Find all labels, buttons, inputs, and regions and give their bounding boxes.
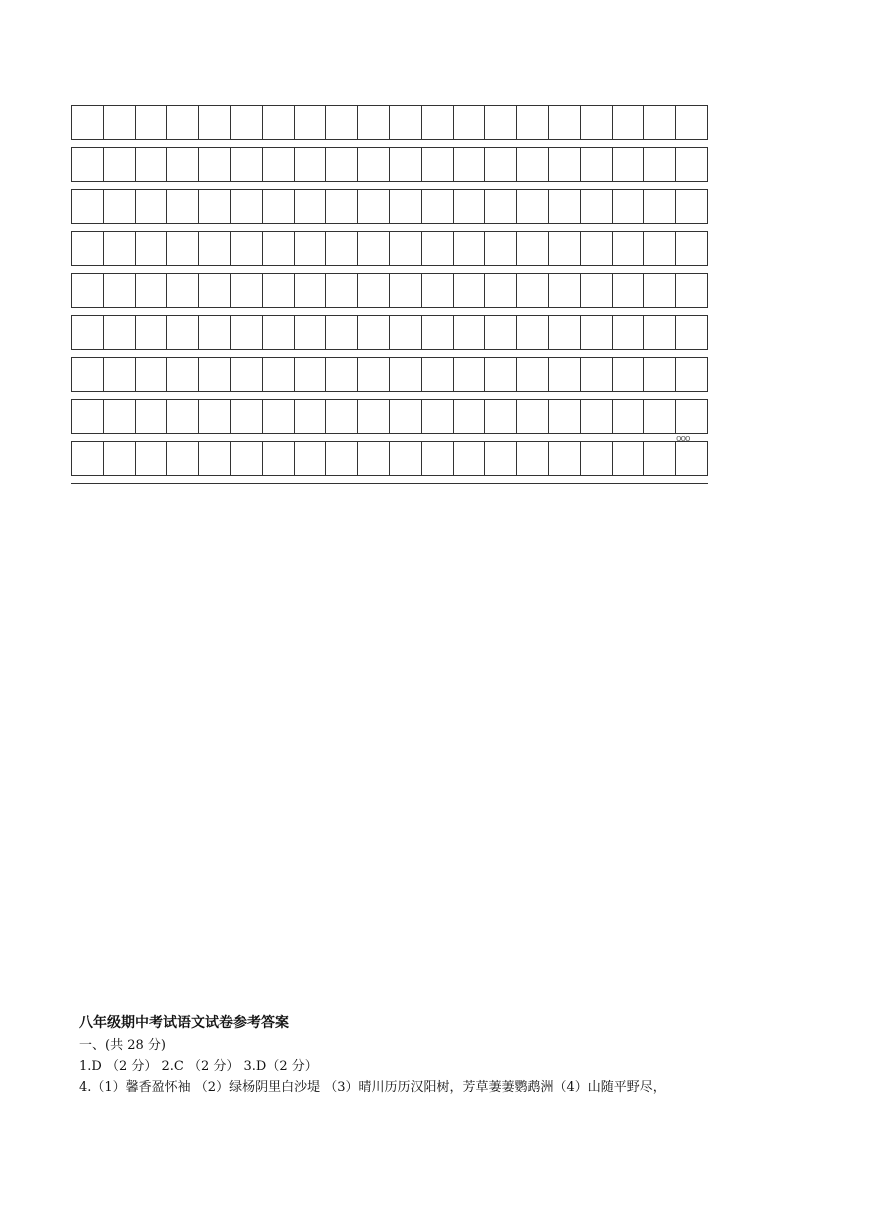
- answer-key: [79, 1013, 839, 1099]
- grid-cell: [613, 442, 645, 475]
- grid-cell: [422, 190, 454, 223]
- grid-cell: [295, 148, 327, 181]
- grid-cell: [454, 358, 486, 391]
- grid-cell: [326, 358, 358, 391]
- grid-cell: [549, 400, 581, 433]
- grid-cell: [104, 106, 136, 139]
- grid-cell: [454, 400, 486, 433]
- grid-cell: [104, 190, 136, 223]
- grid-cell: [549, 232, 581, 265]
- grid-cell: [358, 106, 390, 139]
- grid-cell: [581, 442, 613, 475]
- grid-cell: [644, 232, 676, 265]
- grid-cell: [358, 400, 390, 433]
- grid-cell: [136, 400, 168, 433]
- grid-cell: [613, 400, 645, 433]
- grid-cell: [136, 106, 168, 139]
- grid-cell: [517, 316, 549, 349]
- grid-cell: [390, 190, 422, 223]
- grid-cell: [517, 190, 549, 223]
- grid-cell: [485, 316, 517, 349]
- grid-cell: [644, 358, 676, 391]
- grid-row: [71, 105, 708, 140]
- grid-row: [71, 399, 708, 434]
- grid-cell: [199, 148, 231, 181]
- grid-cell: [613, 358, 645, 391]
- grid-cell: [263, 148, 295, 181]
- grid-cell: [326, 442, 358, 475]
- grid-cell: [422, 106, 454, 139]
- grid-cell: [390, 232, 422, 265]
- grid-cell: [644, 106, 676, 139]
- grid-cell: [358, 148, 390, 181]
- grid-cell: [422, 358, 454, 391]
- grid-cell: [72, 190, 104, 223]
- grid-cell: [422, 274, 454, 307]
- grid-cell: [517, 442, 549, 475]
- grid-cell: [326, 274, 358, 307]
- grid-cell: [485, 190, 517, 223]
- grid-cell: [454, 316, 486, 349]
- grid-cell: [581, 400, 613, 433]
- grid-cell: [549, 316, 581, 349]
- grid-cell: [231, 148, 263, 181]
- grid-cell: [485, 232, 517, 265]
- grid-cell: [644, 274, 676, 307]
- composition-grid: [71, 105, 708, 476]
- grid-cell: [517, 274, 549, 307]
- grid-cell: [676, 148, 708, 181]
- grid-cell: [422, 148, 454, 181]
- grid-cell: [72, 106, 104, 139]
- grid-cell: [517, 400, 549, 433]
- grid-cell: [422, 316, 454, 349]
- grid-cell: [199, 316, 231, 349]
- grid-row: [71, 315, 708, 350]
- grid-cell: [104, 148, 136, 181]
- grid-cell: [517, 358, 549, 391]
- grid-cell: [295, 106, 327, 139]
- grid-cell: [549, 190, 581, 223]
- section-heading: 一、(共 28 分): [79, 1038, 166, 1053]
- grid-cell: [358, 274, 390, 307]
- grid-cell: [326, 316, 358, 349]
- grid-marker-text: ooo: [676, 434, 690, 444]
- grid-cell: [72, 358, 104, 391]
- grid-cell: [485, 400, 517, 433]
- grid-cell: [104, 358, 136, 391]
- grid-row: [71, 273, 708, 308]
- grid-cell: [136, 190, 168, 223]
- grid-row: [71, 231, 708, 266]
- grid-cell: [676, 106, 708, 139]
- grid-cell: [581, 190, 613, 223]
- grid-cell: [326, 190, 358, 223]
- answer-key-title: 八年级期中考试语文试卷参考答案: [79, 1015, 289, 1031]
- grid-cell: [454, 232, 486, 265]
- grid-cell: [613, 106, 645, 139]
- grid-cell: [581, 232, 613, 265]
- grid-cell: [485, 106, 517, 139]
- grid-cell: [390, 400, 422, 433]
- grid-cell: [644, 316, 676, 349]
- grid-cell: [104, 442, 136, 475]
- grid-cell: [263, 442, 295, 475]
- grid-cell: [390, 316, 422, 349]
- grid-cell: [295, 358, 327, 391]
- grid-cell: [676, 400, 708, 433]
- grid-cell: [326, 106, 358, 139]
- grid-cell: [485, 442, 517, 475]
- grid-cell: [581, 316, 613, 349]
- grid-cell: [72, 316, 104, 349]
- grid-cell: [136, 358, 168, 391]
- grid-cell: [104, 232, 136, 265]
- grid-cell: [167, 316, 199, 349]
- grid-row: [71, 357, 708, 392]
- grid-cell: [358, 232, 390, 265]
- grid-cell: [454, 106, 486, 139]
- grid-bottom-line: [71, 483, 708, 484]
- grid-cell: [72, 232, 104, 265]
- grid-cell: [644, 442, 676, 475]
- grid-cell: [581, 148, 613, 181]
- grid-cell: [263, 400, 295, 433]
- grid-cell: [676, 442, 708, 475]
- grid-cell: [549, 148, 581, 181]
- grid-cell: [167, 232, 199, 265]
- grid-row: [71, 189, 708, 224]
- grid-cell: [326, 232, 358, 265]
- grid-cell: [231, 358, 263, 391]
- grid-cell: [644, 148, 676, 181]
- grid-cell: [581, 274, 613, 307]
- grid-cell: [390, 106, 422, 139]
- grid-cell: [136, 316, 168, 349]
- grid-cell: [422, 400, 454, 433]
- grid-cell: [136, 274, 168, 307]
- grid-cell: [72, 400, 104, 433]
- grid-cell: [199, 400, 231, 433]
- grid-cell: [167, 274, 199, 307]
- grid-cell: [390, 358, 422, 391]
- grid-cell: [549, 106, 581, 139]
- grid-cell: [167, 358, 199, 391]
- grid-cell: [485, 274, 517, 307]
- grid-cell: [167, 190, 199, 223]
- grid-cell: [231, 190, 263, 223]
- grid-cell: [390, 274, 422, 307]
- grid-cell: [199, 358, 231, 391]
- grid-cell: [104, 316, 136, 349]
- grid-cell: [199, 232, 231, 265]
- grid-cell: [263, 316, 295, 349]
- grid-cell: [454, 274, 486, 307]
- grid-cell: [517, 232, 549, 265]
- grid-cell: [231, 232, 263, 265]
- grid-cell: [549, 358, 581, 391]
- grid-cell: [613, 148, 645, 181]
- grid-row: [71, 441, 708, 476]
- grid-cell: [295, 400, 327, 433]
- grid-cell: [263, 358, 295, 391]
- grid-cell: [167, 148, 199, 181]
- grid-cell: [613, 274, 645, 307]
- grid-cell: [167, 400, 199, 433]
- grid-cell: [517, 106, 549, 139]
- answer-line-2: 4.（1）馨香盈怀袖 （2）绿杨阴里白沙堤 （3）晴川历历汉阳树，芳草萋萋鹦鹉洲（4）山随平野尽，: [79, 1080, 666, 1095]
- grid-cell: [644, 400, 676, 433]
- grid-cell: [613, 190, 645, 223]
- grid-cell: [295, 190, 327, 223]
- grid-cell: [231, 316, 263, 349]
- grid-cell: [422, 442, 454, 475]
- grid-cell: [231, 400, 263, 433]
- grid-cell: [167, 442, 199, 475]
- grid-cell: [676, 274, 708, 307]
- grid-cell: [358, 358, 390, 391]
- grid-cell: [295, 442, 327, 475]
- grid-cell: [72, 274, 104, 307]
- grid-cell: [454, 442, 486, 475]
- grid-cell: [390, 442, 422, 475]
- grid-cell: [581, 106, 613, 139]
- grid-cell: [485, 148, 517, 181]
- grid-cell: [231, 442, 263, 475]
- grid-cell: [358, 190, 390, 223]
- grid-cell: [358, 442, 390, 475]
- grid-cell: [485, 358, 517, 391]
- grid-cell: [167, 106, 199, 139]
- grid-cell: [72, 148, 104, 181]
- grid-cell: [549, 442, 581, 475]
- grid-cell: [676, 232, 708, 265]
- grid-cell: [72, 442, 104, 475]
- grid-cell: [422, 232, 454, 265]
- grid-cell: [676, 358, 708, 391]
- grid-cell: [454, 148, 486, 181]
- grid-cell: [358, 316, 390, 349]
- grid-cell: [231, 106, 263, 139]
- grid-cell: [390, 148, 422, 181]
- grid-cell: [199, 442, 231, 475]
- grid-cell: [295, 274, 327, 307]
- grid-cell: [136, 232, 168, 265]
- grid-cell: [581, 358, 613, 391]
- grid-cell: [517, 148, 549, 181]
- grid-row: [71, 147, 708, 182]
- grid-cell: [104, 274, 136, 307]
- grid-cell: [295, 232, 327, 265]
- grid-cell: [136, 442, 168, 475]
- grid-cell: [263, 274, 295, 307]
- grid-cell: [136, 148, 168, 181]
- grid-cell: [644, 190, 676, 223]
- grid-cell: [676, 190, 708, 223]
- grid-cell: [549, 274, 581, 307]
- grid-cell: [231, 274, 263, 307]
- grid-cell: [263, 232, 295, 265]
- grid-cell: [613, 316, 645, 349]
- grid-cell: [199, 106, 231, 139]
- grid-cell: [295, 316, 327, 349]
- grid-cell: [326, 148, 358, 181]
- grid-cell: [199, 190, 231, 223]
- grid-cell: [263, 106, 295, 139]
- grid-cell: [104, 400, 136, 433]
- grid-cell: [454, 190, 486, 223]
- grid-cell: [326, 400, 358, 433]
- grid-cell: [263, 190, 295, 223]
- grid-cell: [676, 316, 708, 349]
- grid-cell: [613, 232, 645, 265]
- answer-line-1: 1.D （2 分） 2.C （2 分） 3.D（2 分）: [79, 1059, 318, 1074]
- grid-cell: [199, 274, 231, 307]
